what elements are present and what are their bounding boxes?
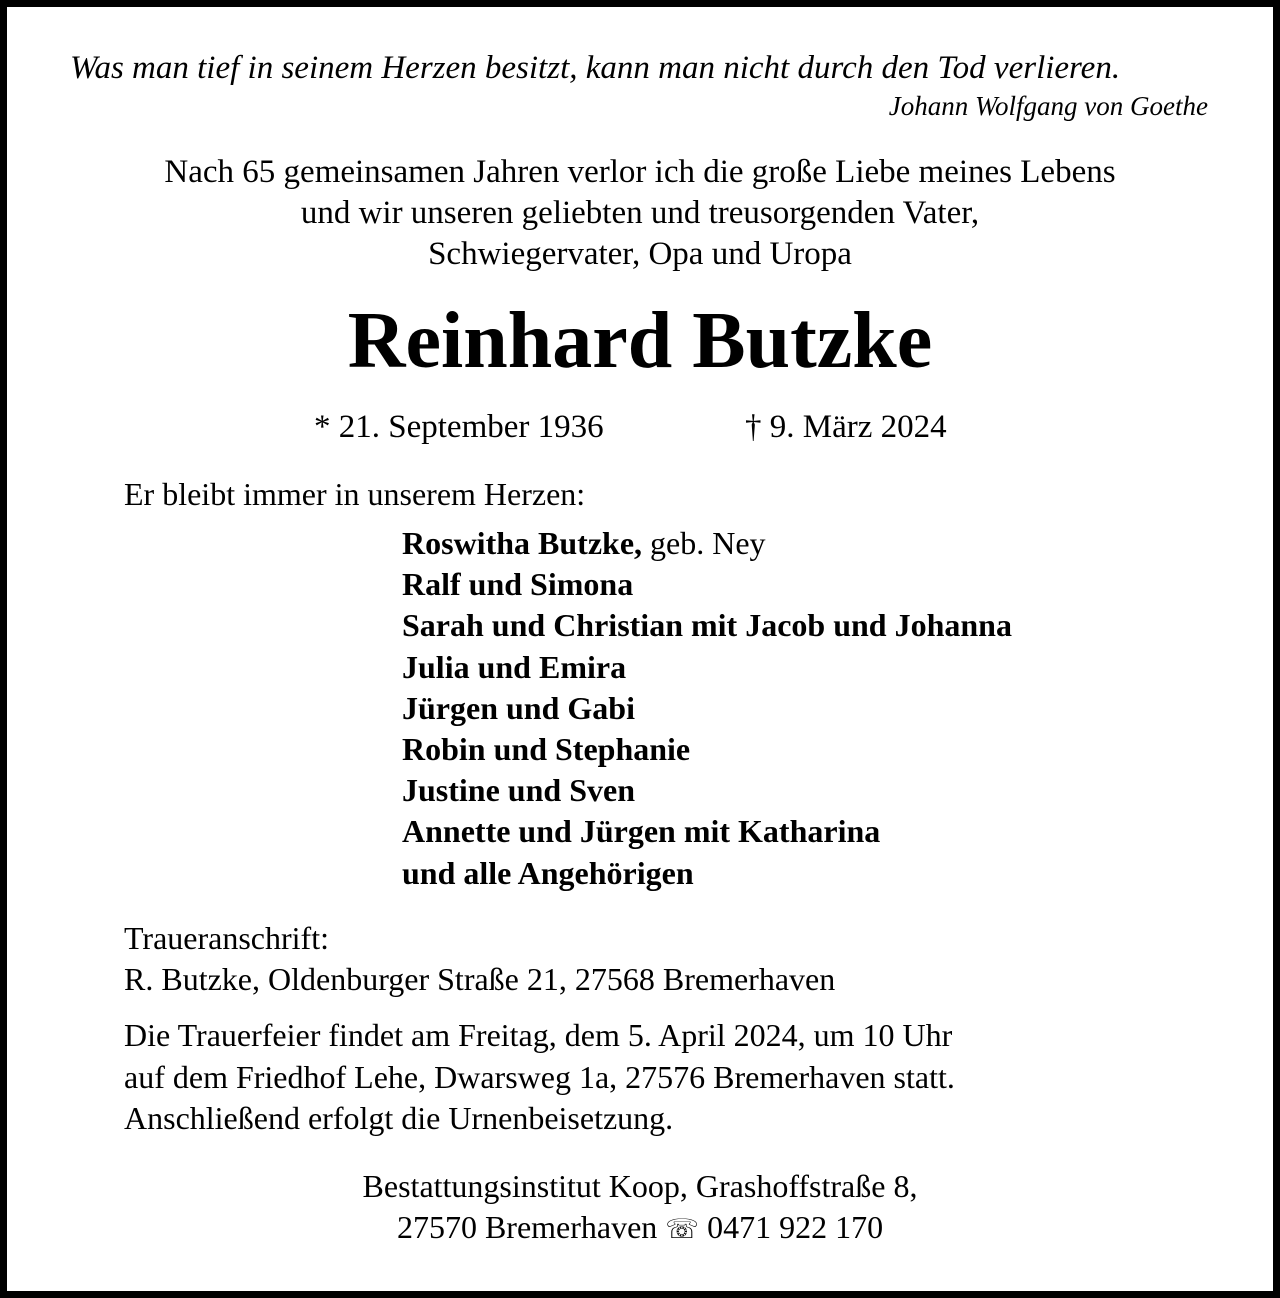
address-line: R. Butzke, Oldenburger Straße 21, 27568 Bremerhaven xyxy=(124,961,836,997)
service-line-1: Die Trauerfeier findet am Freitag, dem 5. April 2024, um 10 Uhr xyxy=(124,1017,953,1053)
intro-line-3: Schwiegervater, Opa und Uropa xyxy=(428,236,852,272)
mourner-wife-suffix: geb. Ney xyxy=(650,525,766,561)
service-line-3: Anschließend erfolgt die Urnenbeisetzung. xyxy=(124,1100,674,1136)
intro-line-2: und wir unseren geliebten und treusorgenden Vater, xyxy=(300,195,980,231)
mourner-item: Justine und Sven xyxy=(402,772,635,809)
mourner-wife xyxy=(402,523,1012,564)
death-date: † 9. März 2024 xyxy=(745,409,947,445)
mourner-item: Robin und Stephanie xyxy=(402,731,691,768)
undertaker-phone: 0471 922 170 xyxy=(707,1209,884,1245)
mourner-item: Sarah und Christian mit Jacob und Johanna xyxy=(402,607,1012,644)
address-label: Traueranschrift: xyxy=(124,920,329,956)
mourner-item: und alle Angehörigen xyxy=(402,854,694,891)
quote-author: Johann Wolfgang von Goethe xyxy=(888,91,1208,121)
mourner-item: Jürgen und Gabi xyxy=(402,689,635,726)
telephone-icon: ☏ xyxy=(665,1214,700,1245)
mourner-wife-name: Roswitha Butzke, xyxy=(402,525,643,561)
mourner-item: Annette und Jürgen mit Katharina xyxy=(402,813,881,850)
undertaker-line-1: Bestattungsinstitut Koop, Grashoffstraße 8, xyxy=(362,1168,918,1204)
mourner-item: Julia und Emira xyxy=(402,648,627,685)
mourners-heading: Er bleibt immer in unserem Herzen: xyxy=(124,476,586,512)
birth-date: * 21. September 1936 xyxy=(314,409,604,445)
mourner-item: Ralf und Simona xyxy=(402,566,634,603)
deceased-name: Reinhard Butzke xyxy=(347,297,933,385)
service-line-2: auf dem Friedhof Lehe, Dwarsweg 1a, 27576 Bremerhaven statt. xyxy=(124,1059,955,1095)
undertaker-city: 27570 Bremerhaven xyxy=(396,1209,658,1245)
undertaker-line-2 xyxy=(0,1207,1280,1250)
intro-line-1: Nach 65 gemeinsamen Jahren verlor ich die große Liebe meines Lebens xyxy=(164,154,1116,190)
goethe-quote: Was man tief in seinem Herzen besitzt, kann man nicht durch den Tod verlieren. xyxy=(70,50,1121,86)
mourners-list xyxy=(402,523,1012,894)
